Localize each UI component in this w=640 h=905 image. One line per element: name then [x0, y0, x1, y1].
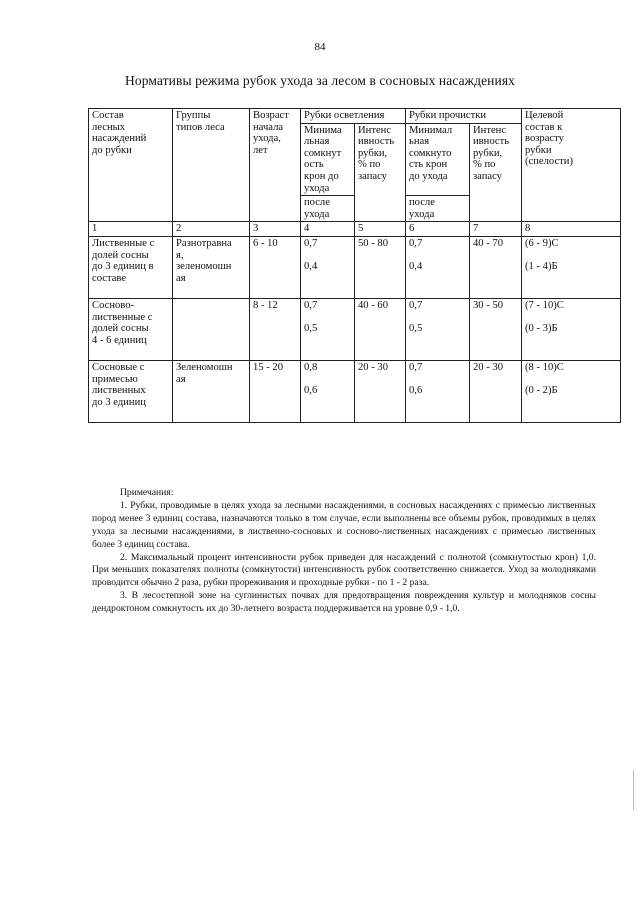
- cell-line: возрасту: [525, 133, 564, 145]
- header-lightening-after: [301, 196, 355, 222]
- cell-line: 0,7: [304, 237, 318, 249]
- cell-line: (1 - 4)Б: [525, 261, 558, 273]
- cell-line: ухода: [304, 208, 330, 220]
- cell-line: запасу: [473, 170, 502, 182]
- col-number: 6: [406, 222, 470, 237]
- col-number: 5: [355, 222, 406, 237]
- cell-line: зеленомошн: [176, 261, 232, 273]
- cell-line: (8 - 10)С: [525, 361, 564, 373]
- cell-line: (0 - 3)Б: [525, 323, 558, 335]
- scan-edge-mark: [633, 770, 634, 810]
- col-number: 4: [301, 222, 355, 237]
- cell-line: примесью: [92, 373, 138, 385]
- row-thinning-intensity: 20 - 30: [470, 360, 522, 422]
- cell-line: сомкнут: [304, 147, 342, 159]
- row-age: 8 - 12: [250, 298, 301, 360]
- cell-line: до 3 единиц в: [92, 261, 154, 273]
- row-age: 6 - 10: [250, 236, 301, 298]
- row-target-composition: [522, 236, 621, 298]
- row-thinning-density: [406, 236, 470, 298]
- cell-line: ухода,: [253, 133, 281, 145]
- header-lightening-intensity: [355, 123, 406, 222]
- cell-line: 0,7: [409, 237, 423, 249]
- row-composition: [89, 298, 173, 360]
- cell-line: % по: [473, 159, 496, 171]
- cell-line: 0,7: [409, 361, 423, 373]
- cell-line: лиственных: [92, 385, 146, 397]
- document-title: Нормативы режима рубок ухода за лесом в сосновых насаждениях: [125, 73, 515, 88]
- header-forest-groups: [173, 109, 250, 222]
- page-number: 84: [314, 41, 326, 53]
- column-numbers-row: [89, 222, 621, 237]
- cell-line: рубки: [525, 144, 552, 156]
- cell-line: Целевой: [525, 110, 564, 121]
- cell-line: (0 - 2)Б: [525, 385, 558, 397]
- header-target-composition: [522, 109, 621, 222]
- col-number: 1: [89, 222, 173, 237]
- cell-line: 0,6: [304, 385, 318, 397]
- cell-line: льная: [304, 136, 330, 148]
- cell-line: (7 - 10)С: [525, 299, 564, 311]
- row-target-composition: [522, 360, 621, 422]
- cell-line: 0,7: [409, 299, 423, 311]
- cell-line: крон до: [304, 170, 339, 182]
- cell-line: составе: [92, 272, 127, 284]
- table-row: [89, 298, 621, 360]
- cell-line: Группы: [176, 110, 211, 121]
- cell-line: типов леса: [176, 121, 225, 133]
- cell-line: (спелости): [525, 156, 573, 168]
- cell-line: насаждений: [92, 133, 147, 145]
- cell-line: 0,5: [409, 323, 423, 335]
- cell-line: Разнотравна: [176, 237, 232, 249]
- cell-line: % по: [358, 159, 381, 171]
- cell-line: состав к: [525, 121, 563, 133]
- cell-line: (6 - 9)С: [525, 237, 559, 249]
- row-thinning-density: [406, 298, 470, 360]
- cell-line: Сосновые с: [92, 361, 145, 373]
- cell-line: Возраст: [253, 110, 289, 121]
- header-row-1: [89, 109, 621, 124]
- cell-line: ухода: [409, 208, 435, 220]
- notes-section: [92, 487, 596, 616]
- row-composition: [89, 360, 173, 422]
- row-thinning-intensity: 40 - 70: [470, 236, 522, 298]
- row-lightening-density: [301, 360, 355, 422]
- notes-heading: Примечания:: [120, 487, 174, 498]
- cell-line: ая: [176, 373, 186, 385]
- cell-line: запасу: [358, 170, 387, 182]
- row-thinning-density: [406, 360, 470, 422]
- row-lightening-intensity: 50 - 80: [355, 236, 406, 298]
- cell-line: лет: [253, 144, 268, 156]
- row-composition: [89, 236, 173, 298]
- cell-line: лесных: [92, 121, 126, 133]
- cell-line: 0,4: [304, 261, 318, 273]
- note-item: 3. В лесостепной зоне на суглинистых почвах для предотвращения повреждения культур и молодняков сосны дендроктоном сомкнутость их до 30-летнего возраста поддерживается на уровне 0,9 - 1,0.: [92, 590, 596, 615]
- cell-line: Лиственные с: [92, 237, 155, 249]
- cell-line: после: [304, 197, 330, 209]
- row-lightening-intensity: 20 - 30: [355, 360, 406, 422]
- cell-line: Зеленомошн: [176, 361, 233, 373]
- header-composition: [89, 109, 173, 222]
- row-lightening-density: [301, 236, 355, 298]
- col-number: 8: [522, 222, 621, 237]
- header-thinning-min-density: [406, 123, 470, 196]
- cell-line: 0,4: [409, 261, 423, 273]
- header-lightening-min-density: [301, 123, 355, 196]
- cell-line: ость: [304, 159, 324, 171]
- row-age: 15 - 20: [250, 360, 301, 422]
- row-forest-group: [173, 360, 250, 422]
- note-item: 1. Рубки, проводимые в целях ухода за лесными насаждениями, в сосновых насаждениях с примесью лиственных пород менее 3 единиц состава, назначаются только в том случае, если выполнены все объемы рубок, проводимых в целях ухода за лесными насаждениями, в лиственно-сосновых и сосново-лиственных насаждениях с примесью лиственных более 3 единиц состава.: [92, 499, 596, 550]
- cell-line: рубки,: [358, 147, 388, 159]
- header-age: [250, 109, 301, 222]
- header-lightening: Рубки осветления: [301, 109, 406, 124]
- cell-line: ивность: [473, 136, 510, 148]
- row-target-composition: [522, 298, 621, 360]
- cell-line: 0,6: [409, 385, 423, 397]
- cell-line: после: [409, 197, 435, 209]
- row-lightening-density: [301, 298, 355, 360]
- col-number: 3: [250, 222, 301, 237]
- cell-line: ьная: [409, 136, 430, 148]
- cell-line: 0,8: [304, 361, 318, 373]
- cell-line: ухода: [304, 182, 330, 194]
- cell-line: ая: [176, 272, 186, 284]
- row-forest-group: [173, 298, 250, 360]
- cell-line: долей сосны: [92, 323, 149, 335]
- table-row: [89, 236, 621, 298]
- cell-line: Минимал: [409, 124, 453, 136]
- row-lightening-intensity: 40 - 60: [355, 298, 406, 360]
- col-number: 2: [173, 222, 250, 237]
- cell-line: 4 - 6 единиц: [92, 334, 147, 346]
- header-thinning-after: [406, 196, 470, 222]
- cell-line: до рубки: [92, 144, 132, 156]
- cell-line: я,: [176, 249, 184, 261]
- cell-line: рубки,: [473, 147, 503, 159]
- cell-line: Минима: [304, 124, 342, 136]
- cell-line: Сосново-: [92, 299, 135, 311]
- cell-line: лиственные с: [92, 311, 153, 323]
- norms-table: [88, 108, 621, 423]
- cell-line: до ухода: [409, 170, 448, 182]
- cell-line: Интенс: [358, 124, 392, 136]
- note-item: 2. Максимальный процент интенсивности рубок приведен для насаждений с полнотой (сомкнутостью крон) 1,0. При меньших показателях полноты (сомкнутости) интенсивность рубок соответственно снижается. Уход за молодняками проводится обычно 2 раза, рубки прореживания и проходные рубки - по 1 - 2 раза.: [92, 551, 596, 589]
- row-forest-group: [173, 236, 250, 298]
- cell-line: долей сосны: [92, 249, 149, 261]
- cell-line: 0,7: [304, 299, 318, 311]
- cell-line: начала: [253, 121, 284, 133]
- cell-line: 0,5: [304, 323, 318, 335]
- cell-line: ивность: [358, 136, 395, 148]
- cell-line: сомкнуто: [409, 147, 452, 159]
- cell-line: Интенс: [473, 124, 507, 136]
- header-thinning: Рубки прочистки: [406, 109, 522, 124]
- header-thinning-intensity: [470, 123, 522, 222]
- col-number: 7: [470, 222, 522, 237]
- cell-line: Состав: [92, 110, 124, 121]
- row-thinning-intensity: 30 - 50: [470, 298, 522, 360]
- cell-line: сть крон: [409, 159, 448, 171]
- cell-line: до 3 единиц: [92, 396, 146, 408]
- table-row: [89, 360, 621, 422]
